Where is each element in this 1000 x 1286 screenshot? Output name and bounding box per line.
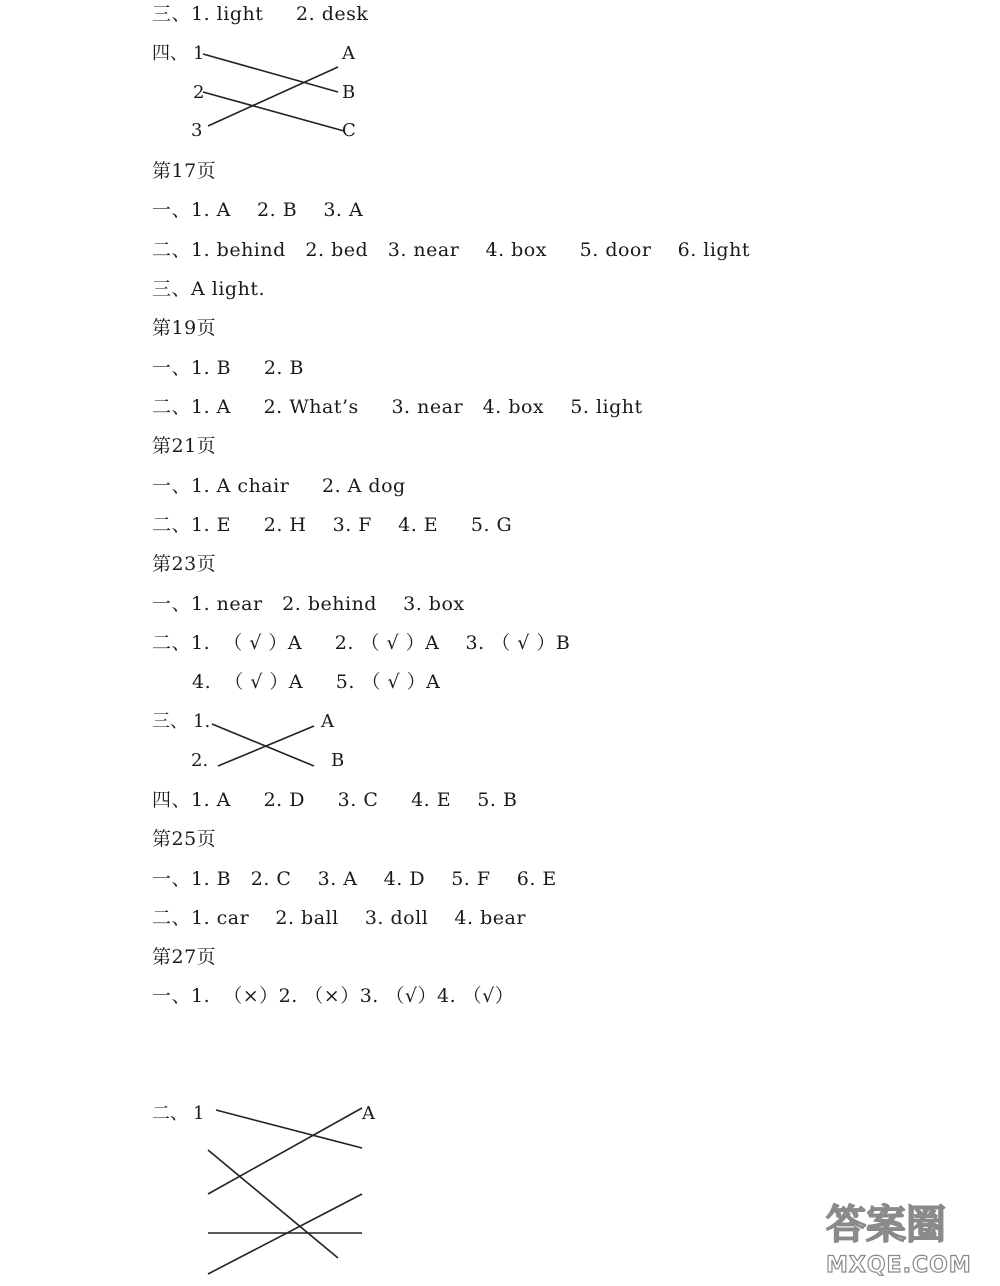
answer-line: 四、1. A 2. D 3. C 4. E 5. B — [152, 789, 518, 811]
answer-line: 二、1. E 2. H 3. F 4. E 5. G — [152, 514, 513, 536]
answer-line: 二、1. behind 2. bed 3. near 4. box 5. door 6. light — [152, 239, 750, 261]
answer-line: 一、1. B 2. C 3. A 4. D 5. F 6. E — [152, 868, 557, 890]
answer-line: 一、1. A 2. B 3. A — [152, 199, 364, 221]
page-heading: 第21页 — [152, 435, 217, 457]
match-letter-c: C — [342, 120, 356, 141]
match-letter-a: A — [321, 711, 334, 732]
page-heading: 第17页 — [152, 160, 217, 182]
page-heading: 第23页 — [152, 553, 217, 575]
match-line — [208, 1150, 338, 1258]
match-letter-b: B — [331, 750, 345, 771]
match-number-3: 3 — [191, 120, 203, 141]
watermark-url: MXQE.COM — [826, 1253, 972, 1278]
watermark-text: 答案圈 — [826, 1202, 946, 1248]
match-letter-b: B — [342, 82, 356, 103]
match-number-1: 1 — [193, 1103, 205, 1124]
match-letter-a: A — [342, 43, 355, 64]
page-heading: 第27页 — [152, 946, 217, 968]
section-prefix: 二、 — [152, 1103, 188, 1124]
match-number-2: 2 — [193, 82, 205, 103]
answer-line: 一、1. A chair 2. A dog — [152, 475, 406, 497]
answer-line: 二、1. （ √ ）A 2. （ √ ）A 3. （ √ ）B — [152, 632, 571, 654]
match-number-1: 1 — [193, 43, 205, 64]
answer-line: 4. （ √ ）A 5. （ √ ）A — [192, 671, 441, 693]
section-prefix: 四、 — [152, 43, 188, 64]
match-line — [216, 1110, 362, 1148]
match-line-1-b — [203, 54, 338, 92]
answer-line: 三、1. light 2. desk — [152, 3, 369, 25]
answer-line: 二、1. A 2. What’s 3. near 4. box 5. light — [152, 396, 643, 418]
match-number-2: 2. — [191, 750, 209, 771]
match-line-3-a — [208, 67, 338, 126]
page-heading: 第19页 — [152, 317, 217, 339]
match-letter-a: A — [362, 1103, 375, 1124]
watermark-logo — [820, 1192, 992, 1280]
page-heading: 第25页 — [152, 828, 217, 850]
answer-line: 一、1. near 2. behind 3. box — [152, 593, 465, 615]
answer-line: 二、1. car 2. ball 3. doll 4. bear — [152, 907, 526, 929]
match-number-1: 1. — [193, 711, 211, 732]
answer-line: 三、A light. — [152, 278, 265, 300]
section-prefix: 三、 — [152, 711, 188, 732]
match-line-1-b — [212, 724, 314, 766]
answer-line: 一、1. （×）2. （×）3. （√）4. （√） — [152, 985, 515, 1007]
match-line-2-c — [203, 92, 344, 131]
answer-line: 一、1. B 2. B — [152, 357, 304, 379]
match-line — [208, 1108, 362, 1194]
match-line — [208, 1194, 362, 1274]
